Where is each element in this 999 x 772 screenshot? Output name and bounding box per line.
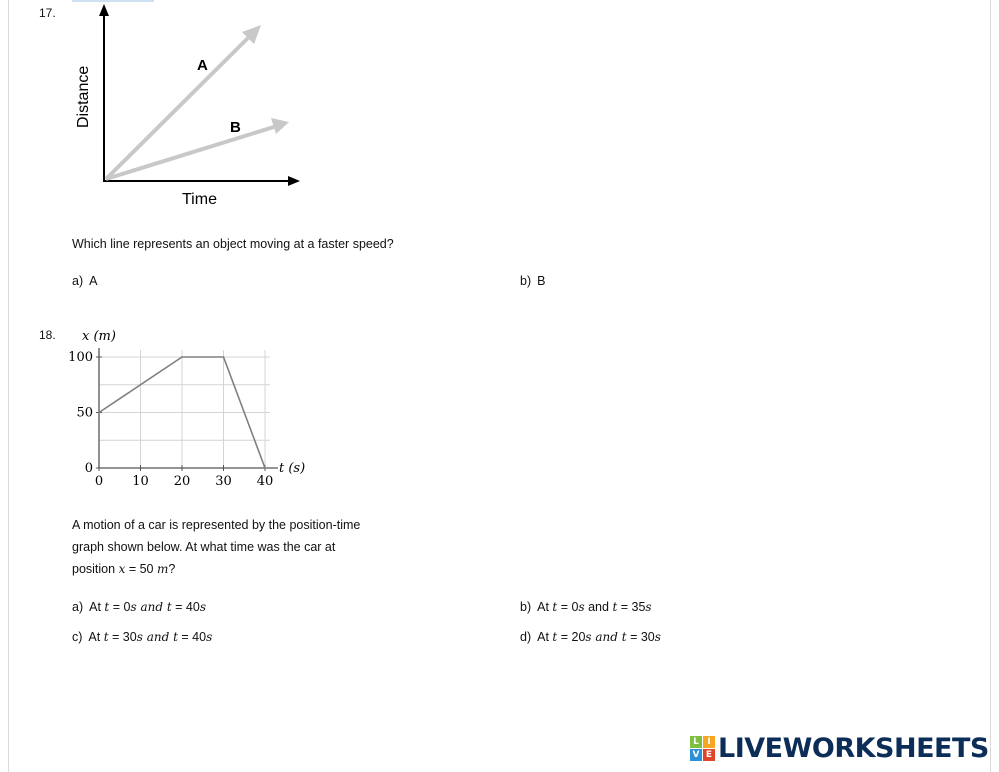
option-letter: b): [520, 274, 532, 288]
position-time-graph: [68, 324, 318, 489]
math-unit: s: [206, 630, 213, 644]
math-var: x: [118, 562, 126, 576]
math-and: and: [142, 630, 174, 644]
math-var: t: [552, 600, 558, 614]
math-var: t: [612, 600, 618, 614]
math-var: t: [621, 630, 627, 644]
x-tick-label-1: 10: [132, 474, 149, 489]
option-text: = 30: [108, 630, 137, 644]
x-tick-label-0: 0: [94, 474, 104, 489]
option-letter: b): [520, 600, 532, 614]
option-text: B: [537, 274, 546, 288]
line-b-label: B: [230, 119, 241, 136]
y-tick-label-0: 0: [84, 461, 93, 476]
question-number-17: 17.: [39, 6, 56, 20]
math-unit: s: [645, 600, 652, 614]
y-axis-arrow: [99, 4, 109, 16]
prompt-text: position: [72, 562, 119, 576]
math-unit: s: [578, 600, 585, 614]
option-text: = 0: [557, 600, 579, 614]
option-text: At: [537, 600, 553, 614]
option-text: = 35: [617, 600, 646, 614]
option-text: At: [88, 630, 104, 644]
logo-square-l: L: [690, 736, 702, 748]
option-letter: a): [72, 600, 84, 614]
option-18-d[interactable]: [520, 630, 661, 644]
y-tick-label-1: 50: [76, 405, 93, 421]
option-text: At: [537, 630, 553, 644]
option-17-a[interactable]: [72, 274, 97, 288]
option-18-a[interactable]: [72, 600, 206, 614]
option-18-b[interactable]: [520, 600, 652, 614]
data-point-0: [98, 412, 100, 414]
math-unit: s: [136, 630, 143, 644]
math-var: t: [552, 630, 558, 644]
logo-text: LIVEWORKSHEETS: [718, 732, 989, 764]
line-a-label: A: [197, 57, 208, 74]
math-var: t: [104, 600, 110, 614]
option-17-b[interactable]: [520, 274, 545, 288]
x-tick-label-4: 40: [256, 474, 274, 489]
math-unit: s: [585, 630, 592, 644]
logo-squares: [690, 736, 715, 761]
math-var: t: [103, 630, 109, 644]
math-and: and: [136, 600, 167, 614]
option-text: A: [89, 274, 98, 288]
math-var: t: [173, 630, 178, 644]
chart-xlabel: t (s): [279, 461, 306, 476]
x-axis-label: Time: [182, 191, 217, 208]
logo-square-i: I: [703, 736, 715, 748]
data-point-1: [181, 356, 183, 358]
option-text: = 0: [109, 600, 131, 614]
data-point-2: [223, 356, 225, 358]
logo-square-v: V: [690, 749, 702, 761]
chart-ylabel: x (m): [82, 329, 116, 344]
data-point-3: [264, 467, 266, 469]
option-text: and: [584, 600, 613, 614]
option-letter: a): [72, 274, 84, 288]
option-text: = 20: [557, 630, 586, 644]
page-border-right: [990, 0, 991, 772]
math-unit: s: [654, 630, 661, 644]
question-18-prompt-line-3: [72, 558, 175, 580]
question-18-prompt-line-1: A motion of a car is represented by the position-time: [72, 518, 361, 532]
math-and: and: [591, 630, 622, 644]
option-letter: d): [520, 630, 532, 644]
option-letter: c): [72, 630, 83, 644]
y-tick-label-2: 100: [68, 350, 93, 365]
logo-square-e: E: [703, 749, 715, 761]
option-text: At: [89, 600, 105, 614]
math-unit: s: [130, 600, 137, 614]
prompt-text: ?: [168, 562, 176, 576]
option-text: = 30: [626, 630, 655, 644]
question-17-prompt: Which line represents an object moving at a faster speed?: [72, 237, 394, 251]
x-axis-arrow: [288, 176, 300, 186]
question-18-prompt-line-2: graph shown below. At what time was the car at: [72, 540, 336, 554]
math-var: t: [166, 600, 172, 614]
x-tick-label-2: 20: [173, 474, 191, 489]
option-text: = 40: [171, 600, 200, 614]
math-unit: s: [199, 600, 206, 614]
question-number-18: 18.: [39, 328, 56, 342]
page-border-left: [8, 0, 9, 772]
x-tick-label-3: 30: [215, 474, 232, 489]
option-text: = 40: [177, 630, 207, 644]
prompt-text: = 50: [125, 562, 157, 576]
distance-time-graph: [68, 0, 308, 215]
option-18-c[interactable]: [72, 630, 212, 644]
liveworksheets-logo: [690, 732, 989, 764]
line-b-arrow: [271, 118, 289, 134]
math-unit: m: [156, 562, 169, 576]
y-axis-label: Distance: [75, 65, 92, 128]
